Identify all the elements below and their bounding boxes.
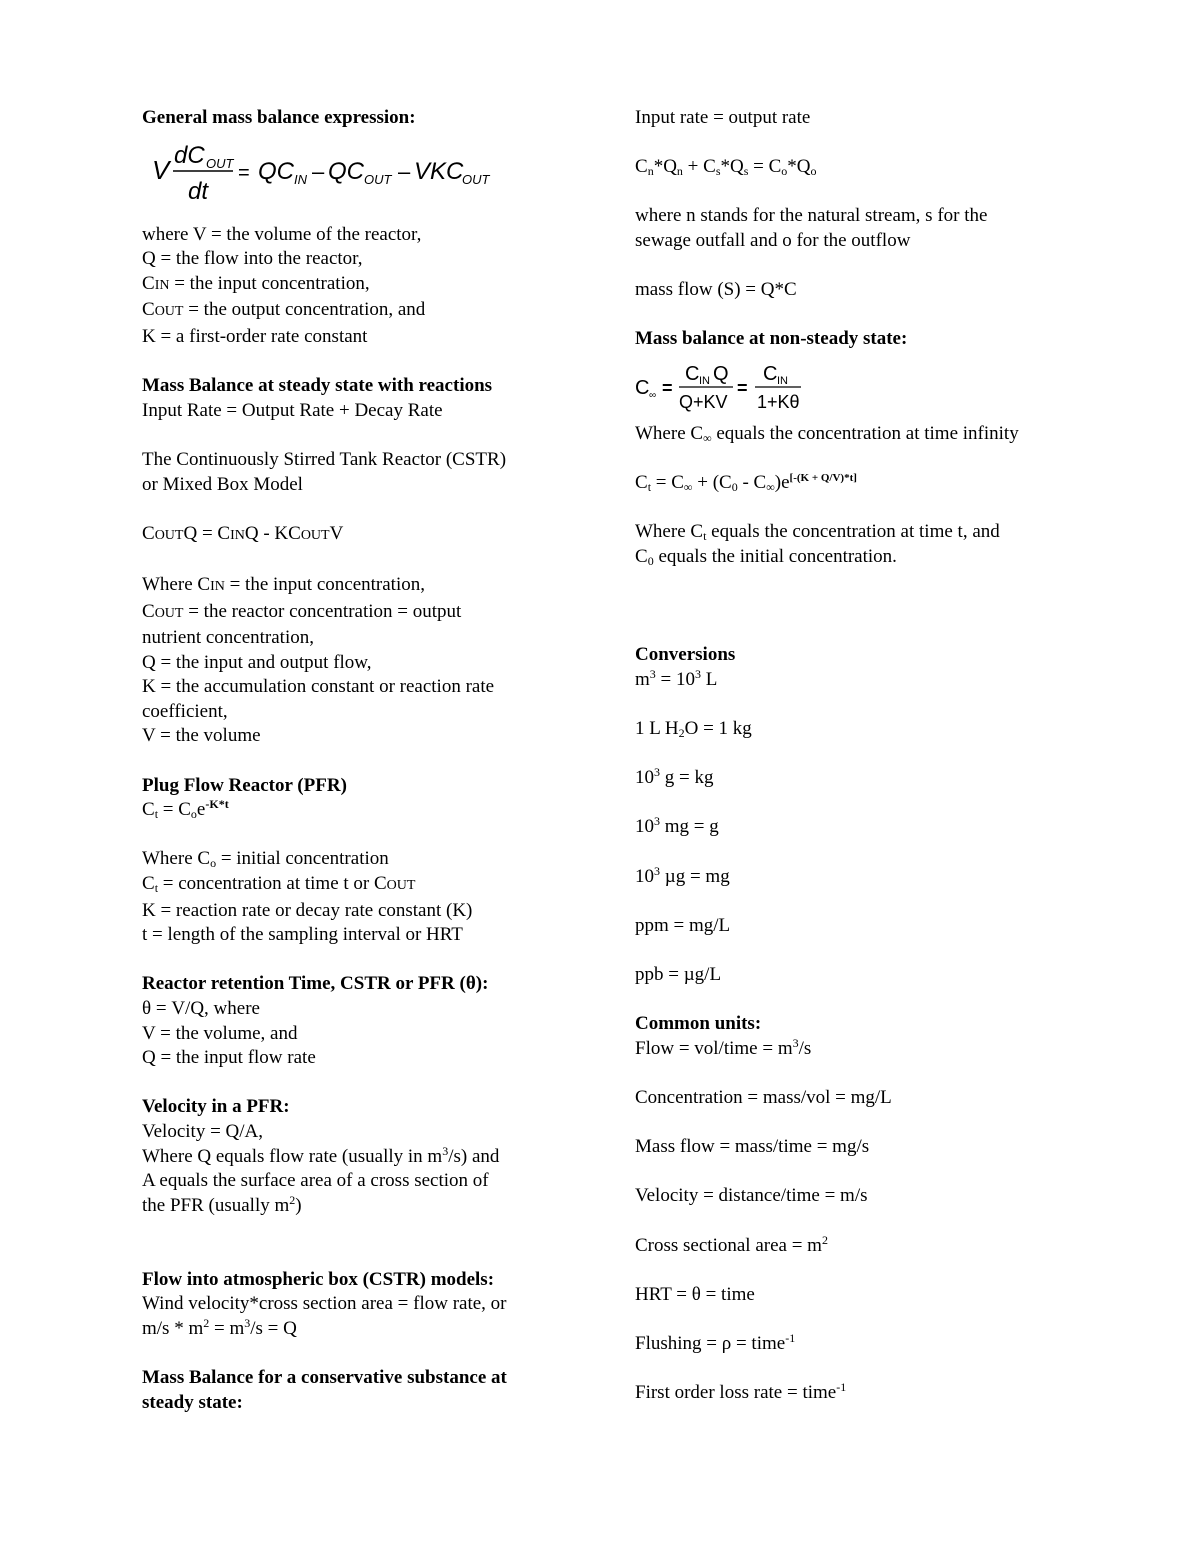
nonsteady-ct-equation: $C_t = C_\infty + (C_0 - C_\infty)e[-(K + Q/V)*t]$ [635,472,857,495]
svg-text:OUT: OUT [206,155,234,171]
steady-where-4: Q = the input and output flow, [142,651,372,673]
svg-text:=: = [737,377,748,398]
steady-where-3: nutrient concentration, [142,627,314,649]
conversions-heading: Conversions [635,644,736,666]
steady-line-2: The Continuously Stirred Tank Reactor (CSTR) [142,448,507,470]
io-line-1: Input rate = output rate [635,107,811,128]
velocity-line-1: Velocity = Q/A, [142,1120,264,1142]
steady-where-5: K = the accumulation constant or reaction rate [142,676,495,698]
steady-line-3: or Mixed Box Model [142,473,303,495]
io-line-3: sewage outfall and o for the outflow [635,229,911,251]
svg-text:C: C [763,362,778,385]
unit-2: Concentration = mass/vol = mg/L [635,1086,892,1108]
steady-where-2: COUT = the reactor concentration = output [142,600,462,622]
io-equation: $C_n*Q_n + C_s*Q_s = C_o*Q_o$ [635,156,817,179]
unit-5: Cross sectional area = $m^2$ [635,1232,828,1256]
svg-text:–: – [398,158,411,184]
unit-8: First order loss rate = time$^{-1}$ [635,1380,847,1404]
pfr-where-3: K = reaction rate or decay rate constant (K) [142,899,473,921]
svg-text:QC: QC [328,157,364,185]
general-line-3: CIN = the input concentration, [142,272,370,294]
unit-6: HRT = θ = time [635,1283,755,1305]
svg-text:VKC: VKC [414,157,464,185]
left-column [142,106,582,1415]
nonsteady-where-3: $C_0$ equals the initial concentration. [635,545,897,568]
steady-where-6: coefficient, [142,700,228,722]
pfr-where-2: $C_t$ = concentration at time t or COUT [142,873,416,896]
svg-text:dC: dC [174,141,205,169]
flow-line-2: $m/s * m^2 = m^3/s = Q$ [142,1315,297,1339]
svg-text:IN: IN [777,374,788,387]
steady-heading: Mass Balance at steady state with reactions [142,375,493,397]
conversion-4: $10^3$ mg = g [635,814,719,838]
retention-line-1: θ = V/Q, where [142,998,260,1019]
pfr-where-4: t = length of the sampling interval or HRT [142,924,463,946]
conservative-heading-2: steady state: [142,1391,243,1413]
conversion-6: ppm = mg/L [635,914,731,936]
io-line-4: mass flow (S) = Q*C [635,279,797,301]
svg-text:=: = [238,161,250,184]
nonsteady-heading: Mass balance at non-steady state: [635,328,908,350]
conservative-heading-1: Mass Balance for a conservative substance at [142,1366,507,1388]
velocity-heading: Velocity in a PFR: [142,1096,290,1118]
unit-7: Flushing = ρ = time$^{-1}$ [635,1330,796,1354]
io-line-2: where n stands for the natural stream, s for the [635,205,988,227]
conversion-3: $10^3$ g = kg [635,765,714,789]
right-column [635,106,1105,1406]
pfr-where-1: Where $C_o$ = initial concentration [142,848,389,871]
general-line-4: COUT = the output concentration, and [142,299,426,321]
svg-text:Q: Q [713,362,729,385]
velocity-line-3: A equals the surface area of a cross section of [142,1170,489,1192]
general-line-5: K = a first-order rate constant [142,325,368,347]
nonsteady-where-2: Where $C_t$ equals the concentration at time t, and [635,521,1000,544]
svg-text:QC: QC [258,157,294,185]
svg-text:V: V [152,154,170,185]
velocity-line-2: Where Q equals flow rate (usually in $m^3/s$) and [142,1143,500,1167]
cstr-equation: COUTQ = CINQ - KCOUTV [142,522,344,544]
general-mass-balance-equation [142,131,502,211]
svg-text:IN: IN [699,374,710,387]
unit-1: Flow = vol/time = $m^3/s$ [635,1035,812,1059]
units-heading: Common units: [635,1013,762,1035]
svg-text:∞: ∞ [649,389,657,401]
unit-3: Mass flow = mass/time = mg/s [635,1136,870,1158]
general-heading: General mass balance expression: [142,107,416,128]
svg-text:Q+KV: Q+KV [679,391,728,412]
retention-heading: Reactor retention Time, CSTR or PFR (θ): [142,973,489,995]
conversion-2: 1 L $H_2O = 1$ kg [635,718,752,741]
conversion-1: $m^3 = 10^3$ L [635,666,718,690]
retention-line-2: V = the volume, and [142,1022,298,1044]
svg-text:–: – [312,158,325,184]
svg-text:=: = [662,377,673,398]
nonsteady-equation [635,352,835,422]
svg-text:OUT: OUT [364,171,392,187]
svg-text:dt: dt [188,177,209,205]
general-line-1: where V = the volume of the reactor, [142,223,422,245]
retention-line-3: Q = the input flow rate [142,1047,316,1069]
conversion-7: ppb = µg/L [635,964,722,985]
pfr-heading: Plug Flow Reactor (PFR) [142,774,347,796]
nonsteady-where-1: Where $C_\infty$ equals the concentration at time infinity [635,422,1019,445]
flow-line-1: Wind velocity*cross section area = flow rate, or [142,1293,507,1315]
steady-where-1: Where CIN = the input concentration, [142,573,425,595]
svg-text:1+Kθ: 1+Kθ [757,391,800,412]
steady-where-7: V = the volume [142,725,261,747]
unit-4: Velocity = distance/time = m/s [635,1185,868,1207]
svg-text:IN: IN [294,171,307,187]
general-line-2: Q = the flow into the reactor, [142,248,363,270]
steady-line-1: Input Rate = Output Rate + Decay Rate [142,399,443,421]
svg-text:OUT: OUT [462,171,490,187]
svg-text:C: C [685,362,700,385]
pfr-equation: $C_t = C_oe^{-K*t}$ [142,797,229,822]
svg-text:C: C [635,376,650,399]
conversion-5: $10^3$ µg = mg [635,863,730,887]
velocity-line-4: the PFR (usually $m^2$) [142,1192,302,1216]
flow-heading: Flow into atmospheric box (CSTR) models: [142,1268,495,1290]
